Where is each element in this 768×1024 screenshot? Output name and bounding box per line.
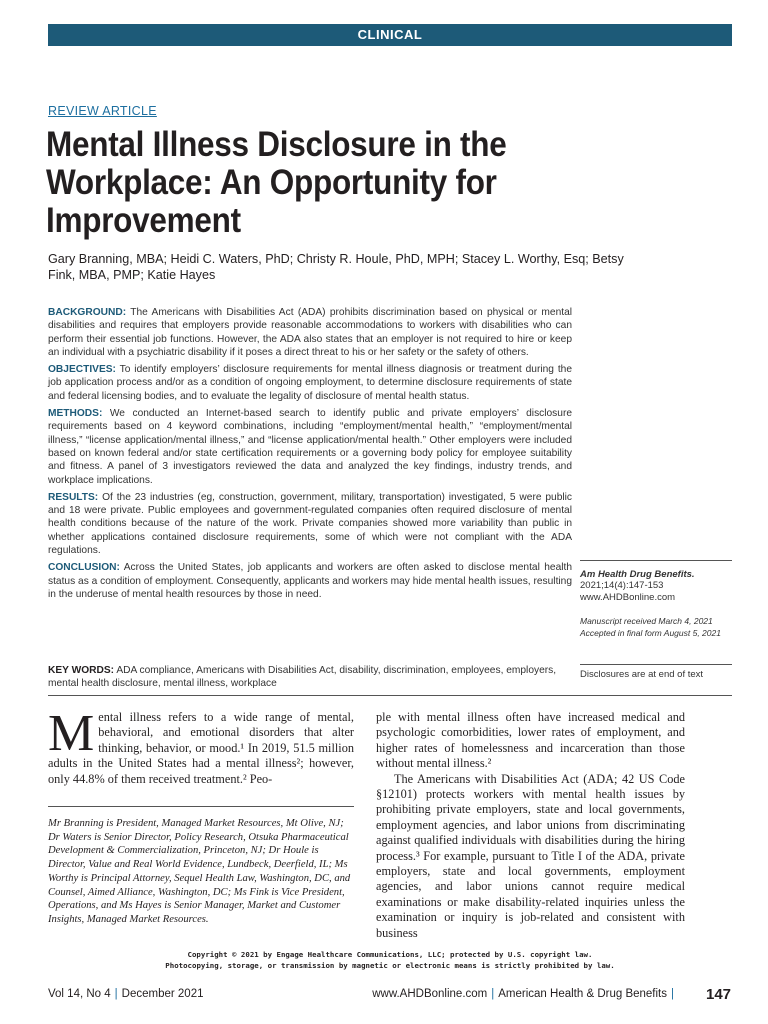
manuscript-dates [580,616,732,639]
footer-date: December 2021 [121,988,204,1000]
footer-separator: | [114,988,118,1000]
page-number: 147 [706,986,732,1003]
footer-journal-name: American Health & Drug Benefits [498,988,667,1000]
methods-heading: METHODS: [48,408,103,420]
footer-volume: Vol 14, No 4 [48,988,111,1000]
objectives-heading: OBJECTIVES: [48,364,116,376]
background-heading: BACKGROUND: [48,307,127,318]
author-affiliations: Mr Branning is President, Managed Market Resources, Mt Olive, NJ; Dr Waters is Senior Director, Policy Research, Otsuka Pharmaceutical Development & Commercialization, Princeton, NJ; Dr Houle is Director, Value and Real World Evidence, Lundbeck, Deerfield, IL; Ms Worthy is Principal Attorney, Sequel Health Law, Washington, DC, and Counsel, Aimed Alliance, Washington, DC; Ms Fink is Vice President, Operations, and Ms Hayes is Senior Manager, Market and Customer Insights, Managed Market Resources. [48,806,354,927]
abstract-methods [48,407,572,487]
conclusion-heading: CONCLUSION: [48,562,120,574]
body-paragraph-ada: The Americans with Disabilities Act (ADA; 42 US Code §12101) protects workers with mental health issues by prohibiting private employers, state and local governments, employment agencies, and labor unions from discriminating against qualified individuals with disabilities during the hiring process.³ For example, pursuant to Title I of the ADA, private employers, state and local governments, employment agencies, and labor unions cannot require medical examinations or make disability-related inquiries unless the examination or inquiry is job-related and consistent with business [376,771,685,940]
abstract-conclusion [48,561,572,601]
abstract [48,306,572,605]
copyright-line: Copyright © 2021 by Engage Healthcare Communications, LLC; protected by U.S. copyright law. [187,950,593,959]
received-date: Manuscript received March 4, 2021 [580,616,713,626]
footer-separator: | [491,988,495,1000]
sidebar-divider [580,560,732,561]
footer-issue [48,988,203,1000]
intro-paragraph: ental illness refers to a wide range of mental, behavioral, and emotional disorders that alter thinking, behavior, or mood.¹ In 2019, 51.5 million adults in the United States had a mental illness²; however, only 44.8% of them received treatment.² Peo- [48,710,354,786]
footer-website-link[interactable]: www.AHDBonline.com [372,988,488,1000]
results-text: Of the 23 industries (eg, construction, government, military, transportation) investigated, 5 were public and 18 were private. Public employees and government-regulated companies often required disclosure of mental health conditions because of the nature of the work. Private companies showed more variability than public in whether applications contained disclosure requirements, some of which were not compliant with the ADA regulations. [48,491,572,557]
accepted-date: Accepted in final form August 5, 2021 [580,627,721,638]
citation-sidebar [580,560,732,639]
journal-citation-name: Am Health Drug Benefits. [580,569,695,580]
sidebar-website-link[interactable]: www.AHDBonline.com [580,592,676,603]
disclosures-note: Disclosures are at end of text [580,664,732,680]
footer-separator: | [671,988,674,1000]
body-divider [48,695,732,696]
results-heading: RESULTS: [48,491,99,503]
keywords-text: ADA compliance, Americans with Disabilities Act, disability, discrimination, employees, employers, mental health disclosure, mental illness, workplace [48,665,557,690]
conclusion-text: Across the United States, job applicants and workers are often asked to disclose mental health status as a condition of employment. Consequently, applicants and workers may hide mental health issues, resulting in the underuse of mental health resources by those in need. [48,562,572,600]
abstract-objectives [48,363,572,403]
keywords [48,664,572,691]
article-type-label: REVIEW ARTICLE [48,104,157,118]
background-text: The Americans with Disabilities Act (ADA) prohibits discrimination based on physical or mental disabilities and requires that employers provide reasonable accommodations to workers with disabilities who can perform their essential job functions. However, the ADA also states that an employer is not required to hire or keep an individual with a psychiatric disability if it poses a direct threat to his or her safety or the safety of others. [48,307,572,358]
body-column-right [376,710,685,944]
methods-text: We conducted an Internet-based search to identify public and private employers’ disclosure requirements based on 4 keyword combinations, including “employment/mental health,” “employment/mental illness,” “license application/mental illness,” and “license application/mental health.” Other employers were included based on known federal and/or state certification requirements or a governing body policy for employee suitability and fitness. A panel of 3 investigators reviewed the data and analyzed the key findings, industry trends, and workplace implications. [48,408,572,486]
article-title: Mental Illness Disclosure in the Workplace: An Opportunity for Improvement [46,125,507,240]
drop-cap: M [48,705,95,762]
section-banner: CLINICAL [48,24,732,46]
body-column-left [48,705,354,787]
body-paragraph-continued: ple with mental illness often have increased medical and psychologic comorbidities, lower rates of employment, and higher rates of homelessness and incarceration than those without mental illness.² [376,710,685,771]
copyright-restriction-line: Photocopying, storage, or transmission by magnetic or electronic means is strictly prohibited by law. [165,960,615,970]
abstract-results [48,491,572,557]
objectives-text: To identify employers’ disclosure requirements for mental illness diagnosis or treatment during the job application process and/or as a condition of ongoing employment, to determine disclosure requirements of state and federal licensing bodies, and to evaluate the legality of disclosure of mental health status. [48,364,572,402]
footer-journal [372,988,678,1000]
citation-volume: 2021;14(4):147-153 [580,580,664,591]
keywords-heading: KEY WORDS: [48,665,115,676]
author-list: Gary Branning, MBA; Heidi C. Waters, PhD; Christy R. Houle, PhD, MPH; Stacey L. Worthy, Esq; Betsy Fink, MBA, PMP; Katie Hayes [48,252,624,282]
copyright-notice [48,950,732,971]
abstract-background [48,306,572,359]
